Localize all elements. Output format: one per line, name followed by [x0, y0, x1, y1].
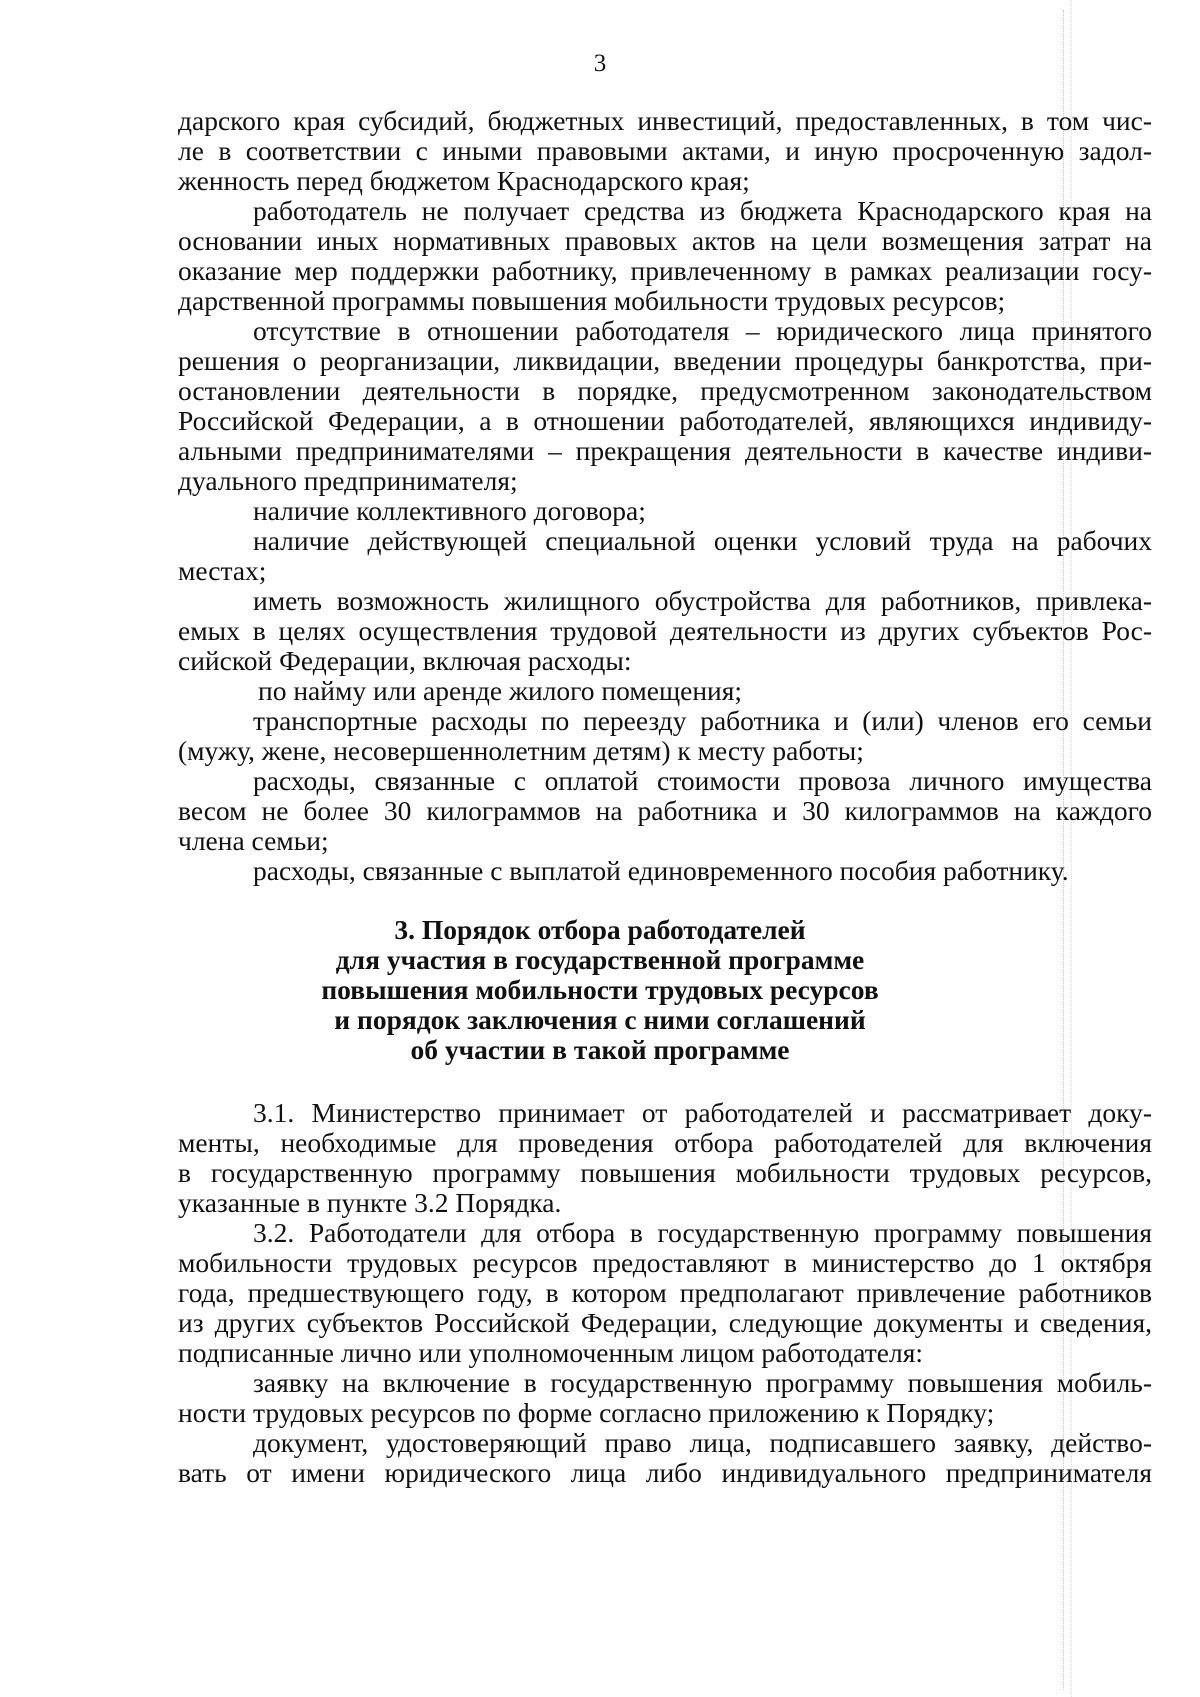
- text-line: решения о реорганизации, ликвидации, введении процедуры банкротства, при-: [178, 345, 1152, 376]
- text-line: (мужу, жене, несовершеннолетним детям) к месту работы;: [178, 735, 864, 766]
- text-line: мобильности трудовых ресурсов предоставляют в министерство до 1 октября: [178, 1247, 1152, 1278]
- text-line: основании иных нормативных правовых актов на цели возмещения затрат на: [178, 225, 1152, 256]
- text-line: емых в целях осуществления трудовой деятельности из других субъектов Рос-: [178, 615, 1152, 646]
- page-number: 3: [593, 50, 607, 77]
- text-line: транспортные расходы по переезду работника и (или) членов его семьи: [253, 705, 1152, 736]
- text-line: расходы, связанные с оплатой стоимости провоза личного имущества: [253, 765, 1152, 796]
- text-line: дарственной программы повышения мобильности трудовых ресурсов;: [178, 285, 1006, 316]
- text-line: наличие коллективного договора;: [253, 495, 646, 526]
- text-line: отсутствие в отношении работодателя – юридического лица принятого: [253, 315, 1152, 346]
- section-heading-line: для участия в государственной программе: [335, 944, 865, 975]
- section-heading-line: и порядок заключения с ними соглашений: [334, 1004, 866, 1035]
- text-line: альными предпринимателями – прекращения деятельности в качестве индиви-: [178, 435, 1152, 466]
- text-line: члена семьи;: [178, 825, 329, 856]
- text-line: в государственную программу повышения мобильности трудовых ресурсов,: [178, 1157, 1152, 1188]
- text-line: сийской Федерации, включая расходы:: [178, 645, 632, 676]
- text-line: местах;: [178, 555, 267, 586]
- text-line: года, предшествующего году, в котором предполагают привлечение работников: [178, 1277, 1152, 1308]
- text-line: Российской Федерации, а в отношении работодателей, являющихся индивиду-: [178, 405, 1152, 436]
- text-line: ности трудовых ресурсов по форме согласно приложению к Порядку;: [178, 1397, 995, 1428]
- text-line: оказание мер поддержки работнику, привлеченному в рамках реализации госу-: [178, 255, 1152, 286]
- text-line: указанные в пункте 3.2 Порядка.: [178, 1187, 562, 1218]
- text-line: наличие действующей специальной оценки условий труда на рабочих: [253, 525, 1152, 556]
- text-line: дуального предпринимателя;: [178, 465, 518, 496]
- text-line: менты, необходимые для проведения отбора работодателей для включения: [178, 1127, 1152, 1158]
- text-line: вать от имени юридического лица либо индивидуального предпринимателя: [178, 1457, 1152, 1488]
- text-line: 3.1. Министерство принимает от работодателей и рассматривает доку-: [253, 1097, 1152, 1128]
- section-heading-line: 3. Порядок отбора работодателей: [394, 914, 806, 945]
- text-line: заявку на включение в государственную программу повышения мобиль-: [253, 1367, 1152, 1398]
- text-line: женность перед бюджетом Краснодарского края;: [178, 165, 750, 196]
- section-heading-line: об участии в такой программе: [410, 1034, 790, 1065]
- text-line: по найму или аренде жилого помещения;: [258, 675, 743, 706]
- text-line: документ, удостоверяющий право лица, подписавшего заявку, действо-: [253, 1427, 1152, 1458]
- section-heading-line: повышения мобильности трудовых ресурсов: [321, 974, 879, 1005]
- text-line: остановлении деятельности в порядке, предусмотренном законодательством: [178, 375, 1152, 406]
- text-line: работодатель не получает средства из бюджета Краснодарского края на: [253, 195, 1152, 226]
- text-line: расходы, связанные с выплатой единовременного пособия работнику.: [253, 855, 1069, 886]
- text-line: из других субъектов Российской Федерации, следующие документы и сведения,: [178, 1307, 1152, 1338]
- text-line: подписанные лично или уполномоченным лицом работодателя:: [178, 1337, 923, 1368]
- text-line: весом не более 30 килограммов на работника и 30 килограммов на каждого: [178, 795, 1152, 826]
- text-line: ле в соответствии с иными правовыми актами, и иную просроченную задол-: [178, 135, 1152, 166]
- text-line: иметь возможность жилищного обустройства для работников, привлека-: [253, 585, 1152, 616]
- text-line: 3.2. Работодатели для отбора в государственную программу повышения: [253, 1217, 1152, 1248]
- text-line: дарского края субсидий, бюджетных инвестиций, предоставленных, в том чис-: [178, 105, 1152, 136]
